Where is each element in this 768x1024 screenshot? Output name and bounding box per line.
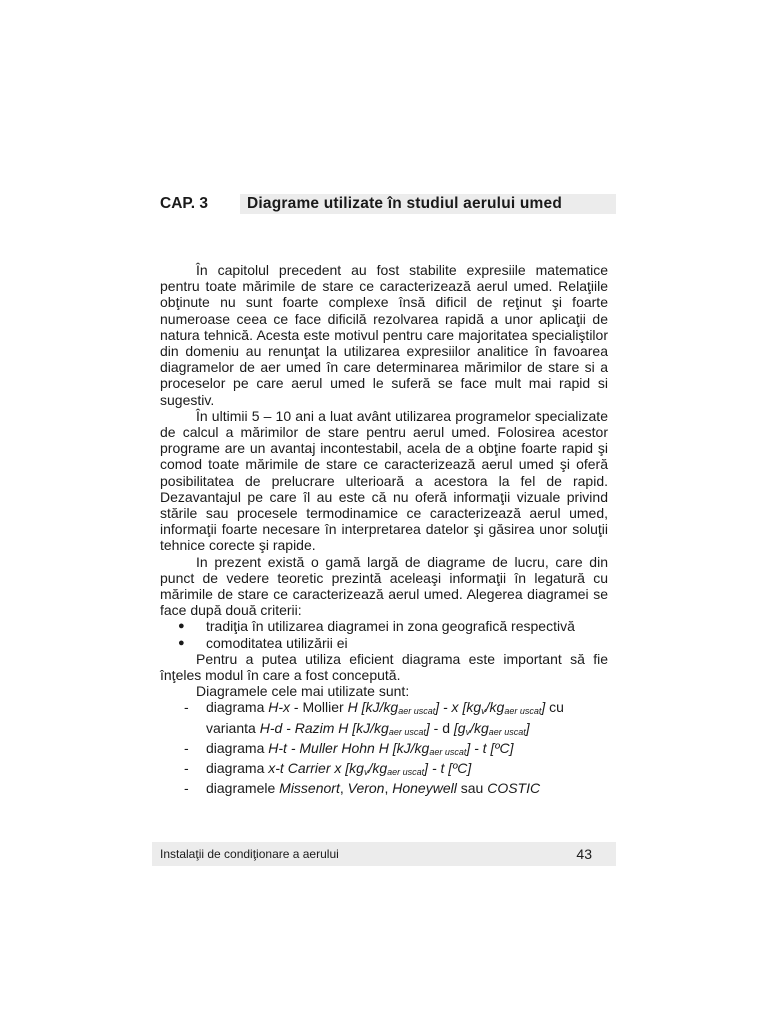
dash-marker: - (184, 699, 189, 716)
criteria-list (160, 618, 608, 650)
body-text (160, 262, 608, 797)
chapter-number: CAP. 3 (160, 195, 208, 212)
dash-marker: - (184, 780, 189, 797)
paragraph: In prezent există o gamă largă de diagrame de lucru, care din punct de vedere teoretic prezintă aceleaşi informaţii în legatură cu mărimile de stare ce caracterizează aerul umed. Alegerea diagramei se face după două criterii: (160, 553, 608, 619)
chapter-title-band (240, 194, 616, 214)
page-number: 43 (576, 846, 592, 862)
paragraph: În capitolul precedent au fost stabilite expresiile matematice pentru toate mărimile de stare ce caracterizează aerul umed. Relaţiile obţinute nu sunt foarte complexe însă dificil de reţinut şi foarte numeroase ceea ce face dificilă rezolvarea rapidă a unor aplicaţii de natura tehnică. Acesta este motivul pentru care majoritatea specialiştilor din domeniu au renunţat la utilizarea expresiilor analitice în favoarea diagramelor de aer umed în care determinarea mărimilor de stare si a proceselor pe care aerul umed le suferă se face mult mai rapid si sugestiv. (160, 262, 608, 408)
list-item: - diagramele Missenort, Veron, Honeywell sau COSTIC (184, 780, 541, 797)
dash-marker: - (184, 760, 189, 777)
diagram-list (160, 699, 608, 796)
list-intro: Diagramele cele mai utilizate sunt: (196, 683, 410, 700)
chapter-title: Diagrame utilizate în studiul aerului umed (247, 195, 563, 212)
list-item: - diagrama H-x - Mollier H $[kJ/kg_{aer uscat}]$ - x $[kg_v/kg_{aer uscat}]$ cu varianta H-d - Razim H $[kJ/kg_{aer uscat}]$ - d $[g_v/kg_{aer uscat}]$ (184, 699, 564, 737)
list-item: - diagrama H-t - Muller Hohn H $[kJ/kg_{aer uscat}]$ - t [ºC] (184, 739, 514, 757)
paragraph: În ultimii 5 – 10 ani a luat avânt utilizarea programelor specializate de calcul a mărimilor de stare pentru aerul umed. Folosirea acestor programe are un avantaj incontestabil, acela de a obţine foarte rapid şi comod toate mărimile de stare ce caracterizează aerul umed şi oferă posibilitatea de prelucrare ulterioară a acestora la fel de rapid. Dezavantajul pe care îl au este că nu oferă informaţii vizuale privind stările sau procesele termodinamice ce caracterizează aerul umed, informaţii foarte necesare în interpretarea datelor şi găsirea unor soluţii tehnice corecte şi rapide. (160, 407, 608, 554)
bullet-icon: ● (178, 620, 185, 633)
chapter-heading (160, 194, 616, 214)
list-item: ● comoditatea utilizării ei (178, 634, 348, 651)
dash-marker: - (184, 739, 189, 756)
list-item: ● tradiţia în utilizarea diagramei in zona geografică respectivă (178, 618, 575, 635)
paragraph: Pentru a putea utiliza eficient diagrama este important să fie înţeles modul în care a fost concepută. (160, 650, 608, 684)
list-item: - diagrama x-t Carrier x $[kg_v/kg_{aer uscat}]$ - t [ºC] (184, 760, 472, 778)
page-footer (152, 842, 616, 866)
footer-book-title: Instalaţii de condiţionare a aerului (160, 847, 339, 861)
bullet-icon: ● (178, 636, 185, 649)
